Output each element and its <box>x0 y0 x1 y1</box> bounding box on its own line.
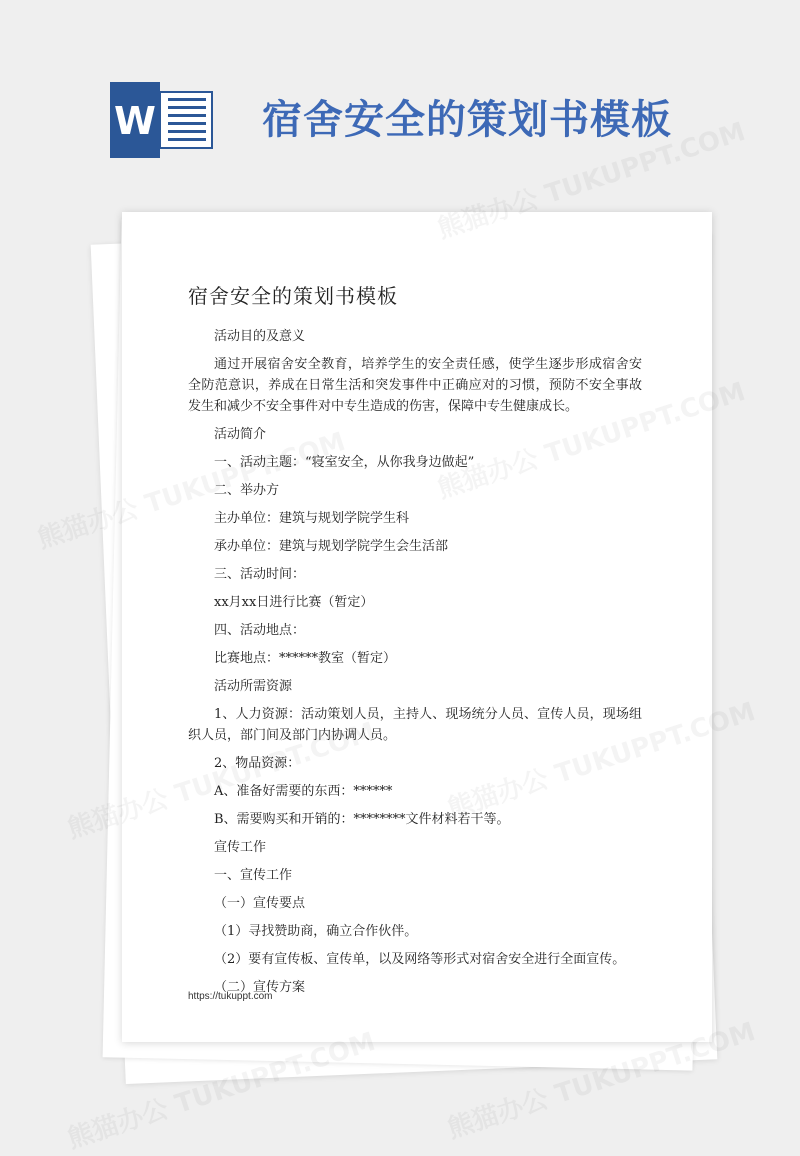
paragraph: （二）宣传方案 <box>214 980 306 995</box>
paragraph: 活动简介 <box>214 427 267 442</box>
header-title: 宿舍安全的策划书模板 <box>262 97 672 143</box>
document-title: 宿舍安全的策划书模板 <box>188 284 398 308</box>
paragraph: 三、活动时间： <box>214 567 306 582</box>
paragraph: 通过开展宿舍安全教育，培养学生的安全责任感，使学生逐步形成宿舍安全防范意识，养成在日常生活和突发事件中正确应对的习惯，预防不安全事故发生和减少不安全事件对中专生造成的伤害，保障中专生健康成长。 <box>188 357 642 414</box>
page-header <box>0 0 800 200</box>
svg-text:W: W <box>114 99 156 143</box>
paragraph: A、准备好需要的东西：****** <box>214 784 393 799</box>
paragraph: 承办单位：建筑与规划学院学生会生活部 <box>214 539 449 554</box>
paragraph: （一）宣传要点 <box>214 896 306 911</box>
document-body <box>188 280 642 1005</box>
paragraph: 四、活动地点： <box>214 623 306 638</box>
paragraph: （1）寻找赞助商，确立合作伙伴。 <box>214 924 418 939</box>
paragraph: 1、人力资源：活动策划人员，主持人、现场统分人员、宣传人员，现场组织人员，部门间及部门内协调人员。 <box>188 707 642 743</box>
word-icon <box>110 78 222 162</box>
paragraph: 一、宣传工作 <box>214 868 293 883</box>
paragraph: xx月xx日进行比赛（暂定） <box>214 595 374 610</box>
paragraph: 二、举办方 <box>214 483 280 498</box>
paragraph: 活动所需资源 <box>214 679 293 694</box>
paragraph: 主办单位：建筑与规划学院学生科 <box>214 511 410 526</box>
footer-url: https://tukuppt.com <box>188 991 273 1002</box>
paragraph: （2）要有宣传板、宣传单，以及网络等形式对宿舍安全进行全面宣传。 <box>214 952 626 967</box>
paragraph: 宣传工作 <box>214 840 267 855</box>
paragraph: 一、活动主题：“寝室安全，从你我身边做起” <box>214 455 475 470</box>
paragraph: B、需要购买和开销的：********文件材料若干等。 <box>214 812 510 827</box>
paragraph: 2、物品资源： <box>214 756 301 771</box>
paragraph: 活动目的及意义 <box>214 329 306 344</box>
paragraph: 比赛地点：******教室（暂定） <box>214 651 397 666</box>
